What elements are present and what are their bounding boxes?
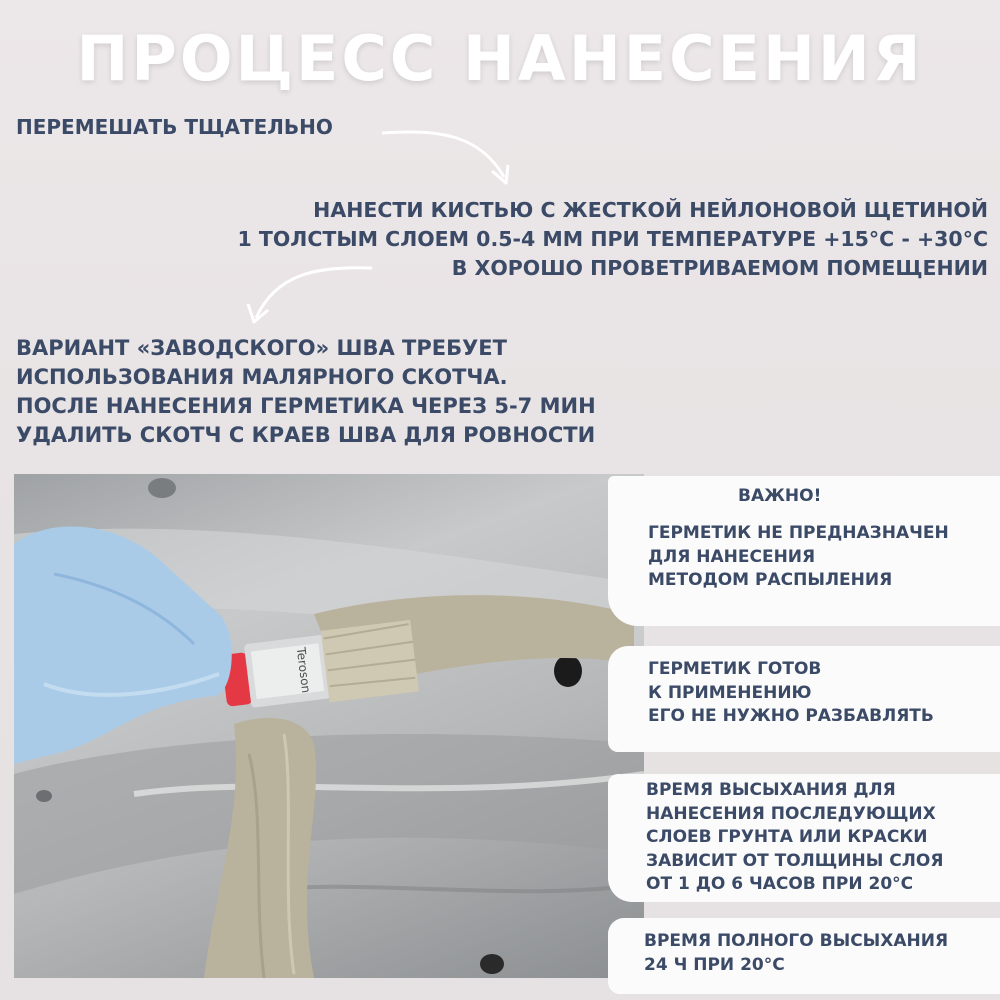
note-drying-time <box>646 779 943 897</box>
page-title: ПРОЦЕСС НАНЕСЕНИЯ <box>76 22 924 95</box>
note-line: ОТ 1 ДО 6 ЧАСОВ ПРИ 20°С <box>646 874 914 894</box>
step-tape-line: ИСПОЛЬЗОВАНИЯ МАЛЯРНОГО СКОТЧА. <box>16 365 508 389</box>
note-line: ДЛЯ НАНЕСЕНИЯ <box>648 546 816 567</box>
note-line: МЕТОДОМ РАСПЫЛЕНИЯ <box>648 570 893 590</box>
application-photo <box>14 474 644 978</box>
note-line: ВРЕМЯ ВЫСЫХАНИЯ ДЛЯ <box>646 780 896 800</box>
note-line: СЛОЕВ ГРУНТА ИЛИ КРАСКИ <box>646 827 928 847</box>
note-line: НАНЕСЕНИЯ ПОСЛЕДУЮЩИХ <box>646 803 936 824</box>
step-apply-line: В ХОРОШО ПРОВЕТРИВАЕМОМ ПОМЕЩЕНИИ <box>451 256 988 280</box>
important-heading: ВАЖНО! <box>738 486 822 506</box>
note-line: ГЕРМЕТИК НЕ ПРЕДНАЗНАЧЕН <box>648 523 949 543</box>
brush-brand-label: Teroson <box>293 646 314 694</box>
curved-arrow-left-icon <box>236 262 376 332</box>
note-line: ЗАВИСИТ ОТ ТОЛЩИНЫ СЛОЯ <box>646 850 944 871</box>
note-ready-to-use <box>648 658 934 729</box>
step-apply-line: 1 ТОЛСТЫМ СЛОЕМ 0.5-4 ММ ПРИ ТЕМПЕРАТУРЕ +15°С - +30°С <box>237 227 988 251</box>
note-line: ВРЕМЯ ПОЛНОГО ВЫСЫХАНИЯ <box>644 931 949 951</box>
step-apply-line: НАНЕСТИ КИСТЬЮ С ЖЕСТКОЙ НЕЙЛОНОВОЙ ЩЕТИНОЙ <box>313 198 988 222</box>
note-line: ЕГО НЕ НУЖНО РАЗБАВЛЯТЬ <box>648 706 934 726</box>
step-tape-line: ПОСЛЕ НАНЕСЕНИЯ ГЕРМЕТИКА ЧЕРЕЗ 5-7 МИН <box>16 394 596 418</box>
step-tape-line: УДАЛИТЬ СКОТЧ С КРАЕВ ШВА ДЛЯ РОВНОСТИ <box>16 423 596 447</box>
note-line: ГЕРМЕТИК ГОТОВ <box>648 659 822 679</box>
note-line: К ПРИМЕНЕНИЮ <box>648 682 812 703</box>
step-tape <box>16 334 676 450</box>
note-not-for-spraying <box>648 522 949 593</box>
note-line: 24 Ч ПРИ 20°С <box>644 954 785 975</box>
step-tape-line: ВАРИАНТ «ЗАВОДСКОГО» ШВА ТРЕБУЕТ <box>16 336 507 360</box>
step-mix: ПЕРЕМЕШАТЬ ТЩАТЕЛЬНО <box>16 115 333 139</box>
note-full-drying <box>644 930 948 977</box>
curved-arrow-right-icon <box>380 125 520 195</box>
